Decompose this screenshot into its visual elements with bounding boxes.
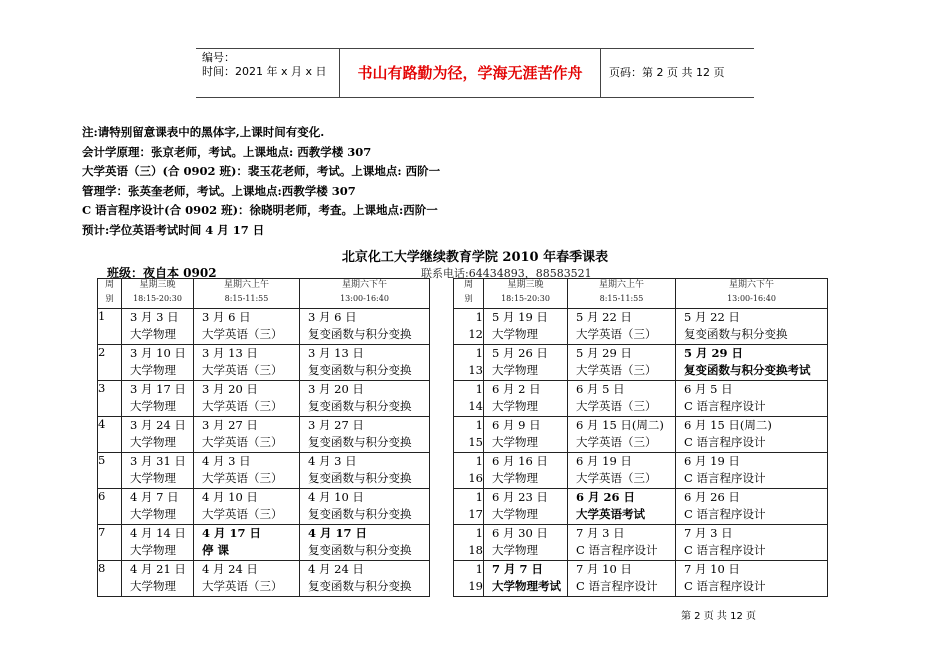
wed-cell-right	[484, 489, 568, 525]
sat-pm-cell-date: 3 月 27 日	[308, 418, 364, 432]
week-number-right	[454, 345, 484, 381]
wed-cell-right-course: 大学物理	[492, 471, 538, 485]
sat-pm-cell-right-course: C 语言程序设计	[684, 471, 766, 485]
sat-pm-cell-right-course: 复变函数与积分变换考试	[684, 363, 811, 377]
column-gap	[430, 489, 454, 525]
schedule-table	[97, 278, 828, 597]
week-number: 4	[98, 417, 122, 453]
sat-am-cell	[194, 345, 300, 381]
wed-cell-right-course: 大学物理	[492, 435, 538, 449]
wed-cell-right	[484, 309, 568, 345]
sat-pm-cell-course: 复变函数与积分变换	[308, 543, 412, 557]
wed-cell	[122, 381, 194, 417]
week-digit: 16	[468, 471, 483, 485]
header-week-right: 周 别	[454, 279, 484, 309]
sat-pm-cell-right	[676, 381, 828, 417]
sat-pm-cell-date: 4 月 10 日	[308, 490, 364, 504]
wed-cell-date: 4 月 14 日	[130, 526, 186, 540]
column-gap	[430, 345, 454, 381]
wed-cell-right-course: 大学物理	[492, 399, 538, 413]
sat-am-cell-right	[568, 381, 676, 417]
sat-pm-cell-right	[676, 417, 828, 453]
wed-cell-right-course: 大学物理	[492, 327, 538, 341]
week-number: 5	[98, 453, 122, 489]
week-number: 6	[98, 489, 122, 525]
sat-pm-cell	[300, 453, 430, 489]
week-digit: 18	[468, 543, 483, 557]
sat-pm-cell-right-date: 6 月 26 日	[684, 490, 740, 504]
wed-cell-course: 大学物理	[130, 327, 176, 341]
sat-am-cell-date: 4 月 24 日	[202, 562, 258, 576]
sat-am-cell-right-date: 6 月 15 日(周二)	[576, 418, 664, 432]
wed-cell-course: 大学物理	[130, 579, 176, 593]
wed-cell-right-date: 6 月 16 日	[492, 454, 548, 468]
sat-am-cell	[194, 309, 300, 345]
wed-cell	[122, 309, 194, 345]
wed-cell-right	[484, 453, 568, 489]
sat-am-cell	[194, 525, 300, 561]
wed-cell	[122, 561, 194, 597]
sat-am-cell-right-date: 5 月 22 日	[576, 310, 632, 324]
week-number: 3	[98, 381, 122, 417]
sat-pm-cell-course: 复变函数与积分变换	[308, 399, 412, 413]
document-header	[196, 48, 754, 98]
sat-pm-cell	[300, 309, 430, 345]
sat-pm-cell	[300, 561, 430, 597]
sat-am-cell-right-course: 大学英语（三）	[576, 471, 657, 485]
sat-pm-cell-date: 3 月 13 日	[308, 346, 364, 360]
sat-pm-cell-date: 3 月 20 日	[308, 382, 364, 396]
wed-cell	[122, 345, 194, 381]
week-digit: 12	[468, 327, 483, 341]
sat-am-cell-right-course: 大学英语（三）	[576, 327, 657, 341]
sat-pm-cell-right-course: 复变函数与积分变换	[684, 327, 788, 341]
sat-am-cell-right-course: C 语言程序设计	[576, 579, 658, 593]
sat-am-cell-right-course: 大学英语（三）	[576, 363, 657, 377]
wed-cell-right-date: 6 月 9 日	[492, 418, 541, 432]
wed-cell-course: 大学物理	[130, 543, 176, 557]
wed-cell-date: 3 月 10 日	[130, 346, 186, 360]
week-number-right	[454, 489, 484, 525]
sat-am-cell-right	[568, 309, 676, 345]
note-line: 注:请特别留意课表中的黑体字,上课时间有变化.	[82, 125, 325, 139]
table-row	[98, 561, 828, 597]
number-label: 编号：	[202, 51, 235, 64]
time-label: 时间：2021 年 x 月 x 日	[202, 65, 327, 78]
wed-cell	[122, 525, 194, 561]
week-number-right	[454, 417, 484, 453]
wed-cell-right	[484, 381, 568, 417]
wed-cell-right	[484, 417, 568, 453]
week-number: 8	[98, 561, 122, 597]
sat-pm-cell-right	[676, 345, 828, 381]
sat-pm-cell-right-course: C 语言程序设计	[684, 435, 766, 449]
wed-cell-right	[484, 561, 568, 597]
wed-cell-date: 4 月 21 日	[130, 562, 186, 576]
sat-pm-cell-right	[676, 525, 828, 561]
note-line: C 语言程序设计(合 0902 班)：徐晓明老师，考查。上课地点:西阶一	[82, 203, 438, 217]
header-week: 周 别	[98, 279, 122, 309]
sat-am-cell-right	[568, 345, 676, 381]
sat-am-cell-right-date: 7 月 10 日	[576, 562, 632, 576]
wed-cell-right	[484, 345, 568, 381]
wed-cell-date: 3 月 17 日	[130, 382, 186, 396]
sat-pm-cell	[300, 489, 430, 525]
week-digit: 1	[475, 382, 483, 396]
wed-cell-right-course: 大学物理	[492, 507, 538, 521]
sat-am-cell-date: 4 月 3 日	[202, 454, 251, 468]
header-sat-am: 星期六上午 8:15-11:55	[194, 279, 300, 309]
table-row	[98, 381, 828, 417]
wed-cell-right-date: 5 月 26 日	[492, 346, 548, 360]
table-row	[98, 417, 828, 453]
wed-cell-right	[484, 525, 568, 561]
sat-am-cell-date: 3 月 27 日	[202, 418, 258, 432]
week-number-right	[454, 453, 484, 489]
header-wed: 星期三晚 18:15-20:30	[122, 279, 194, 309]
sat-pm-cell-course: 复变函数与积分变换	[308, 471, 412, 485]
column-gap	[430, 417, 454, 453]
header-sat-pm: 星期六下午 13:00-16:40	[300, 279, 430, 309]
week-digit: 1	[475, 418, 483, 432]
table-row	[98, 453, 828, 489]
sat-pm-cell-right	[676, 453, 828, 489]
sat-am-cell-date: 3 月 6 日	[202, 310, 251, 324]
sat-am-cell	[194, 381, 300, 417]
sat-am-cell	[194, 561, 300, 597]
wed-cell-date: 3 月 24 日	[130, 418, 186, 432]
sat-am-cell-date: 3 月 13 日	[202, 346, 258, 360]
sat-am-cell	[194, 453, 300, 489]
sat-pm-cell	[300, 417, 430, 453]
week-number-right	[454, 309, 484, 345]
week-number: 2	[98, 345, 122, 381]
week-digit: 1	[475, 310, 483, 324]
week-digit: 1	[475, 454, 483, 468]
sat-am-cell-right-date: 6 月 26 日	[576, 490, 636, 504]
sat-am-cell-course: 大学英语（三）	[202, 399, 283, 413]
sat-am-cell-right	[568, 453, 676, 489]
week-number-right	[454, 525, 484, 561]
sat-am-cell-right	[568, 417, 676, 453]
sat-am-cell-course: 大学英语（三）	[202, 363, 283, 377]
sat-pm-cell-right-date: 5 月 22 日	[684, 310, 740, 324]
column-gap	[430, 279, 454, 309]
sat-pm-cell-course: 复变函数与积分变换	[308, 579, 412, 593]
week-digit: 1	[475, 490, 483, 504]
wed-cell-right-date: 7 月 7 日	[492, 562, 544, 576]
wed-cell-course: 大学物理	[130, 471, 176, 485]
sat-am-cell-course: 大学英语（三）	[202, 507, 283, 521]
note-line: 预计:学位英语考试时间 4 月 17 日	[82, 222, 265, 237]
week-digit: 15	[468, 435, 483, 449]
contact-phone: 联系电话:64434893，88583521	[421, 267, 592, 280]
column-gap	[430, 453, 454, 489]
wed-cell-date: 4 月 7 日	[130, 490, 179, 504]
sat-pm-cell	[300, 345, 430, 381]
sat-am-cell	[194, 489, 300, 525]
sat-am-cell-date: 4 月 10 日	[202, 490, 258, 504]
sat-am-cell-right	[568, 561, 676, 597]
sat-pm-cell-course: 复变函数与积分变换	[308, 327, 412, 341]
sat-pm-cell-right-date: 5 月 29 日	[684, 346, 744, 360]
header-sat-pm-right: 星期六下午 13:00-16:40	[676, 279, 828, 309]
sat-pm-cell-right	[676, 309, 828, 345]
sat-pm-cell-right-course: C 语言程序设计	[684, 507, 766, 521]
sat-am-cell-right-course: 大学英语（三）	[576, 435, 657, 449]
header-sat-am-right: 星期六上午 8:15-11:55	[568, 279, 676, 309]
sat-pm-cell-course: 复变函数与积分变换	[308, 435, 412, 449]
sat-pm-cell-date: 3 月 6 日	[308, 310, 357, 324]
week-number-right	[454, 381, 484, 417]
wed-cell-right-course: 大学物理	[492, 543, 538, 557]
sat-pm-cell-right-date: 7 月 10 日	[684, 562, 740, 576]
sat-am-cell-right	[568, 525, 676, 561]
sat-am-cell-right	[568, 489, 676, 525]
note-line: 会计学原理：张京老师，考试。上课地点: 西教学楼 307	[82, 144, 372, 159]
wed-cell-right-date: 6 月 23 日	[492, 490, 548, 504]
sat-am-cell-right-date: 5 月 29 日	[576, 346, 632, 360]
wed-cell-right-date: 5 月 19 日	[492, 310, 548, 324]
column-gap	[430, 561, 454, 597]
column-gap	[430, 381, 454, 417]
sat-pm-cell-right-course: C 语言程序设计	[684, 579, 766, 593]
wed-cell-course: 大学物理	[130, 363, 176, 377]
week-digit: 1	[475, 526, 483, 540]
sat-pm-cell-right-date: 6 月 15 日(周二)	[684, 418, 772, 432]
sat-pm-cell-right-date: 7 月 3 日	[684, 526, 733, 540]
wed-cell-date: 3 月 3 日	[130, 310, 179, 324]
sat-pm-cell-date: 4 月 17 日	[308, 526, 368, 540]
note-line: 大学英语（三）(合 0902 班)：裴玉花老师，考试。上课地点: 西阶一	[82, 164, 441, 178]
sat-am-cell-right-course: 大学英语（三）	[576, 399, 657, 413]
wed-cell	[122, 453, 194, 489]
week-digit: 14	[468, 399, 483, 413]
column-gap	[430, 309, 454, 345]
wed-cell-course: 大学物理	[130, 435, 176, 449]
sat-pm-cell-right-course: C 语言程序设计	[684, 399, 766, 413]
table-row	[98, 309, 828, 345]
table-row	[98, 345, 828, 381]
sat-am-cell-right-date: 7 月 3 日	[576, 526, 625, 540]
sat-pm-cell-right-date: 6 月 5 日	[684, 382, 733, 396]
sat-pm-cell-right-date: 6 月 19 日	[684, 454, 740, 468]
week-digit: 1	[475, 346, 483, 360]
sat-am-cell-course: 大学英语（三）	[202, 579, 283, 593]
sat-am-cell-right-date: 6 月 19 日	[576, 454, 632, 468]
column-gap	[430, 525, 454, 561]
table-header-row	[98, 279, 828, 309]
week-digit: 13	[468, 363, 483, 377]
sat-pm-cell	[300, 525, 430, 561]
sat-pm-cell-right	[676, 561, 828, 597]
sat-am-cell	[194, 417, 300, 453]
sat-am-cell-course: 大学英语（三）	[202, 435, 283, 449]
sat-pm-cell-date: 4 月 24 日	[308, 562, 364, 576]
sat-am-cell-right-course: C 语言程序设计	[576, 543, 658, 557]
wed-cell-course: 大学物理	[130, 507, 176, 521]
note-line: 管理学：张英奎老师，考试。上课地点:西教学楼 307	[82, 183, 356, 198]
sat-am-cell-course: 大学英语（三）	[202, 471, 283, 485]
wed-cell-course: 大学物理	[130, 399, 176, 413]
sat-pm-cell-right	[676, 489, 828, 525]
class-label: 班级：夜自本 0902	[107, 266, 217, 280]
week-digit: 17	[468, 507, 483, 521]
week-number-right	[454, 561, 484, 597]
sat-pm-cell-right-course: C 语言程序设计	[684, 543, 766, 557]
week-number: 7	[98, 525, 122, 561]
sat-am-cell-right-course: 大学英语考试	[576, 507, 645, 521]
header-wed-right: 星期三晚 18:15-20:30	[484, 279, 568, 309]
wed-cell-right-date: 6 月 2 日	[492, 382, 541, 396]
sat-am-cell-date: 3 月 20 日	[202, 382, 258, 396]
wed-cell	[122, 489, 194, 525]
week-number: 1	[98, 309, 122, 345]
table-row	[98, 525, 828, 561]
schedule-title: 北京化工大学继续教育学院 2010 年春季课表	[341, 250, 609, 265]
table-row	[98, 489, 828, 525]
wed-cell	[122, 417, 194, 453]
week-digit: 1	[475, 562, 483, 576]
week-digit: 19	[468, 579, 483, 593]
wed-cell-right-course: 大学物理考试	[492, 579, 561, 593]
wed-cell-right-date: 6 月 30 日	[492, 526, 548, 540]
sat-pm-cell-course: 复变函数与积分变换	[308, 363, 412, 377]
page-footer: 第 2 页 共 12 页	[681, 611, 756, 622]
notes-block	[82, 123, 440, 240]
wed-cell-right-course: 大学物理	[492, 363, 538, 377]
header-page: 页码：第 2 页 共 12 页	[609, 66, 725, 79]
sat-am-cell-course: 停 课	[202, 543, 230, 557]
sat-pm-cell-date: 4 月 3 日	[308, 454, 357, 468]
sat-am-cell-date: 4 月 17 日	[202, 526, 262, 540]
sat-am-cell-right-date: 6 月 5 日	[576, 382, 625, 396]
header-meta	[196, 49, 339, 97]
sat-am-cell-course: 大学英语（三）	[202, 327, 283, 341]
wed-cell-date: 3 月 31 日	[130, 454, 186, 468]
header-motto: 书山有路勤为径，学海无涯苦作舟	[339, 49, 601, 97]
sat-pm-cell-course: 复变函数与积分变换	[308, 507, 412, 521]
sat-pm-cell	[300, 381, 430, 417]
